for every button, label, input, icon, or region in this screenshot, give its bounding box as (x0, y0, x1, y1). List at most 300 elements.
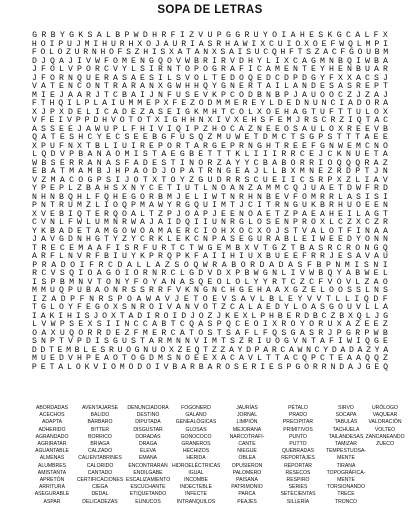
grid-letter: F (117, 48, 123, 57)
grid-letter: H (181, 116, 187, 125)
grid-letter: W (198, 243, 204, 253)
grid-letter: P (58, 39, 64, 49)
grid-letter: E (230, 209, 235, 219)
grid-letter: R (83, 48, 89, 57)
grid-letter: E (50, 90, 55, 100)
grid-letter: A (194, 209, 199, 219)
grid-letter: E (176, 226, 181, 236)
grid-letter: O (216, 277, 222, 287)
grid-letter: U (119, 99, 125, 108)
grid-letter: P (84, 99, 90, 108)
grid-letter: N (239, 209, 244, 219)
grid-letter: R (221, 56, 226, 66)
grid-letter: L (93, 99, 99, 108)
grid-letter: M (32, 90, 37, 100)
word-list-item: REPORTAR (284, 462, 312, 469)
word-list-item: ASEGURABLE (34, 491, 70, 498)
grid-letter: S (347, 286, 352, 295)
grid-letter: G (225, 31, 231, 40)
grid-letter: S (347, 82, 352, 91)
grid-letter: F (95, 192, 100, 202)
grid-letter: T (32, 303, 37, 312)
grid-letter: F (68, 218, 73, 227)
grid-letter: E (131, 107, 136, 117)
grid-letter: F (131, 124, 136, 134)
grid-letter: P (69, 150, 74, 159)
grid-letter: B (59, 192, 64, 202)
grid-letter: O (266, 226, 271, 236)
grid-letter: T (345, 133, 351, 142)
grid-letter: F (89, 260, 95, 270)
grid-letter: Z (284, 209, 289, 219)
grid-row (30, 83, 390, 92)
grid-letter: D (122, 107, 127, 117)
grid-letter: L (86, 107, 91, 117)
grid-letter: R (189, 362, 195, 372)
grid-letter: R (318, 320, 324, 329)
grid-letter: R (299, 158, 305, 168)
grid-letter: O (40, 39, 46, 49)
grid-letter: E (216, 243, 222, 253)
grid-letter: R (78, 158, 84, 168)
grid-letter: U (110, 39, 116, 49)
grid-letter: D (68, 226, 73, 236)
grid-letter: Q (336, 158, 342, 168)
grid-letter: N (284, 201, 289, 210)
grid-letter: T (329, 354, 334, 363)
grid-letter: S (266, 218, 271, 227)
grid-letter: M (84, 39, 90, 49)
grid-letter: V (113, 65, 118, 74)
word-list-item: SILLERÍA (286, 498, 310, 505)
grid-letter: O (311, 218, 316, 227)
grid-letter: I (212, 56, 217, 66)
grid-letter: I (163, 116, 169, 125)
grid-letter: B (266, 192, 271, 202)
grid-letter: S (41, 277, 47, 287)
grid-letter: K (78, 31, 84, 40)
grid-letter: Z (366, 345, 372, 355)
word-list-item: LIMPIÓN (236, 419, 258, 426)
word-list-item: PEAJES (237, 498, 257, 505)
grid-letter: X (163, 99, 169, 108)
grid-letter: R (142, 269, 148, 278)
grid-letter: R (320, 252, 325, 261)
grid-letter: N (124, 320, 130, 329)
grid-letter: Q (355, 158, 361, 168)
grid-letter: O (239, 107, 244, 117)
grid-letter: T (170, 320, 176, 329)
grid-letter: A (59, 175, 65, 185)
grid-letter: E (186, 345, 192, 355)
grid-letter: O (239, 226, 244, 236)
grid-letter: A (198, 320, 204, 329)
grid-letter: A (284, 354, 289, 363)
grid-letter: Q (194, 201, 199, 210)
grid-letter: Q (158, 56, 163, 66)
grid-letter: D (152, 167, 158, 176)
grid-letter: A (302, 90, 307, 100)
grid-letter: H (248, 56, 253, 66)
grid-letter: Z (221, 303, 226, 312)
grid-letter: A (50, 167, 56, 176)
grid-letter: L (203, 73, 208, 83)
grid-letter: O (320, 90, 325, 100)
word-list-item: DESTINO (136, 412, 160, 419)
grid-letter: A (320, 337, 325, 346)
grid-letter: N (143, 345, 149, 355)
grid-letter: T (122, 354, 127, 363)
grid-letter: O (86, 65, 91, 74)
grid-letter: F (318, 277, 324, 287)
grid-letter: R (345, 243, 351, 253)
word-list-item: TIRANA (336, 462, 356, 469)
grid-letter: E (329, 184, 334, 193)
grid-letter: B (198, 362, 204, 372)
grid-letter: S (231, 294, 237, 304)
grid-letter: U (176, 90, 181, 100)
grid-letter: C (170, 269, 176, 278)
grid-letter: V (93, 362, 99, 372)
grid-letter: I (275, 82, 280, 91)
grid-letter: G (272, 243, 278, 253)
grid-letter: U (257, 235, 262, 244)
grid-letter: O (115, 269, 121, 278)
grid-letter: U (347, 201, 352, 210)
grid-letter: X (152, 175, 158, 185)
grid-letter: A (302, 124, 307, 134)
grid-letter: R (272, 277, 278, 287)
grid-letter: O (128, 362, 134, 372)
grid-letter: B (50, 226, 55, 236)
grid-letter: J (239, 201, 244, 210)
grid-letter: U (67, 39, 72, 49)
grid-letter: A (179, 328, 185, 338)
grid-letter: J (356, 362, 362, 372)
grid-letter: D (277, 99, 283, 108)
grid-letter: H (115, 167, 121, 176)
grid-letter: I (286, 39, 292, 49)
grid-letter: A (288, 260, 293, 270)
grid-letter: O (160, 345, 166, 355)
grid-letter: T (167, 184, 172, 193)
grid-letter: P (32, 201, 37, 210)
grid-letter: E (277, 116, 283, 125)
grid-letter: V (207, 269, 213, 278)
grid-letter: R (281, 150, 287, 159)
word-list-item: TACHUELA (332, 426, 360, 433)
grid-letter: U (122, 252, 127, 261)
grid-letter: E (50, 354, 55, 363)
grid-letter: J (149, 90, 154, 100)
grid-letter: J (32, 65, 37, 74)
word-list-item: JAURÍAS (236, 405, 258, 411)
grid-letter: A (86, 124, 91, 134)
grid-row (30, 194, 390, 203)
grid-letter: A (340, 345, 346, 355)
grid-letter: A (239, 124, 244, 134)
grid-letter: N (257, 124, 262, 134)
grid-letter: B (316, 260, 322, 270)
word-list-item: VOLTEO (374, 426, 396, 433)
grid-letter: Z (189, 31, 194, 40)
grid-letter: L (136, 260, 142, 270)
grid-letter: Z (124, 328, 130, 338)
grid-letter: N (96, 158, 102, 168)
grid-letter: X (338, 124, 343, 134)
grid-letter: Z (41, 175, 47, 185)
grid-letter: A (383, 345, 389, 355)
grid-letter: R (161, 243, 167, 253)
grid-letter: K (41, 226, 46, 236)
grid-letter: F (50, 252, 55, 261)
grid-letter: X (348, 311, 353, 321)
word-list (30, 405, 405, 515)
grid-letter: W (32, 158, 38, 168)
grid-letter: I (31, 311, 37, 321)
grid-letter: H (152, 31, 158, 40)
grid-letter: N (345, 150, 351, 159)
grid-letter: R (149, 286, 154, 295)
grid-letter: R (158, 252, 163, 261)
grid-letter: L (382, 269, 388, 278)
grid-letter: B (383, 124, 388, 134)
grid-letter: Q (113, 209, 118, 219)
grid-letter: A (275, 235, 280, 244)
grid-letter: C (230, 354, 235, 363)
grid-letter: G (293, 286, 298, 295)
grid-letter: I (347, 209, 352, 219)
grid-letter: S (126, 48, 132, 57)
grid-letter: Z (211, 345, 217, 355)
grid-letter: L (140, 209, 145, 219)
grid-letter: S (122, 73, 127, 83)
grid-letter: Q (365, 354, 370, 363)
grid-letter: V (382, 175, 388, 185)
grid-letter: A (373, 158, 379, 168)
grid-letter: I (179, 158, 185, 168)
grid-letter: I (257, 201, 262, 210)
grid-letter: S (124, 243, 130, 253)
grid-letter: N (365, 226, 370, 236)
grid-letter: U (77, 286, 82, 295)
grid-letter: E (59, 124, 64, 134)
grid-letter: O (170, 167, 176, 176)
word-list-item: CERTIFICACIONES (76, 477, 124, 483)
word-list-item: SOCAPA (335, 412, 357, 419)
grid-letter: E (131, 56, 136, 66)
grid-letter: A (59, 56, 64, 66)
grid-letter: I (115, 243, 121, 253)
grid-letter: J (383, 73, 388, 83)
grid-letter: X (272, 320, 278, 329)
grid-letter: H (257, 286, 262, 295)
grid-letter: G (140, 354, 145, 363)
grid-letter: H (185, 82, 190, 91)
grid-letter: S (374, 73, 379, 83)
grid-letter: N (364, 243, 370, 253)
word-list-item: ABORDADAS (36, 405, 68, 411)
grid-letter: X (304, 39, 310, 49)
grid-letter: I (146, 311, 151, 321)
grid-letter: O (113, 201, 118, 210)
grid-letter: H (77, 354, 82, 363)
grid-letter: X (383, 107, 388, 117)
grid-letter: A (41, 133, 47, 142)
grid-letter: I (383, 192, 388, 202)
grid-letter: O (102, 311, 108, 321)
grid-letter: C (275, 73, 280, 83)
word-list-item: TRECE (337, 491, 355, 498)
grid-letter: Y (284, 303, 289, 312)
grid-row (30, 177, 390, 186)
grid-letter: A (320, 209, 325, 219)
grid-letter: J (293, 90, 298, 100)
grid-letter: Q (272, 328, 278, 338)
grid-letter: L (59, 218, 64, 227)
grid-letter: L (365, 107, 370, 117)
grid-letter: C (104, 107, 109, 117)
grid-letter: Q (383, 362, 389, 372)
grid-letter: E (311, 286, 316, 295)
grid-letter: O (110, 362, 116, 372)
grid-letter: S (189, 133, 194, 142)
grid-letter: O (140, 192, 145, 202)
grid-letter: Q (58, 99, 64, 108)
grid-letter: U (207, 31, 213, 40)
grid-letter: E (207, 277, 213, 287)
grid-letter: N (113, 218, 118, 227)
grid-letter: O (126, 345, 132, 355)
grid-letter: N (329, 56, 334, 66)
grid-letter: W (347, 337, 352, 346)
grid-letter: R (207, 158, 213, 168)
grid-letter: N (302, 337, 307, 346)
letter-grid (30, 32, 390, 372)
grid-letter: O (167, 141, 172, 151)
grid-letter: A (240, 294, 246, 304)
grid-letter: X (32, 107, 37, 117)
grid-letter: M (275, 184, 280, 193)
grid-letter: N (203, 48, 209, 57)
grid-letter: O (203, 65, 208, 74)
grid-letter: T (275, 209, 280, 219)
grid-letter: R (250, 260, 256, 270)
grid-letter: S (140, 65, 145, 74)
grid-letter: Q (50, 56, 55, 66)
grid-letter: L (105, 31, 111, 40)
grid-letter: N (68, 252, 73, 261)
grid-letter: V (32, 82, 37, 91)
word-list-item: ALMENAS (39, 455, 65, 462)
grid-letter: I (102, 362, 108, 372)
word-list-item: PUNTO (289, 433, 307, 440)
grid-letter: A (96, 269, 102, 278)
grid-letter: R (216, 39, 222, 49)
grid-letter: R (59, 73, 64, 83)
grid-letter: E (244, 320, 250, 329)
grid-letter: A (140, 82, 145, 91)
grid-letter: S (207, 39, 213, 49)
grid-letter: B (104, 252, 109, 261)
grid-letter: M (344, 260, 350, 270)
grid-letter: U (117, 345, 123, 355)
grid-letter: D (31, 345, 37, 355)
grid-letter: N (239, 184, 244, 193)
grid-letter: O (149, 303, 154, 312)
grid-letter: R (158, 65, 163, 74)
grid-letter: O (202, 294, 208, 304)
grid-letter: B (281, 167, 287, 176)
grid-letter: T (266, 354, 271, 363)
grid-letter: R (329, 192, 334, 202)
grid-letter: G (179, 150, 185, 159)
grid-row (30, 100, 390, 109)
grid-letter: J (174, 294, 180, 304)
grid-letter: D (266, 73, 271, 83)
grid-letter: U (356, 107, 361, 117)
grid-letter: M (167, 192, 172, 202)
grid-letter: L (86, 192, 91, 202)
grid-letter: Q (69, 269, 74, 278)
grid-letter: G (212, 65, 217, 74)
grid-letter: I (110, 99, 116, 108)
grid-letter: N (335, 260, 341, 270)
grid-letter: N (304, 99, 310, 108)
grid-letter: A (288, 345, 294, 355)
grid-letter: P (235, 269, 241, 278)
grid-letter: D (302, 73, 307, 83)
grid-letter: X (230, 226, 235, 236)
grid-letter: E (221, 141, 226, 151)
grid-letter: A (68, 90, 73, 100)
grid-letter: L (248, 303, 253, 312)
grid-letter: E (194, 90, 199, 100)
grid-letter: E (275, 124, 280, 134)
grid-letter: U (383, 252, 388, 261)
grid-letter: F (133, 328, 139, 338)
grid-letter: R (230, 218, 235, 227)
grid-letter: R (374, 184, 379, 193)
grid-letter: I (262, 150, 268, 159)
grid-letter: N (194, 286, 199, 295)
grid-letter: M (41, 286, 46, 295)
grid-letter: X (257, 107, 262, 117)
grid-letter: V (293, 337, 298, 346)
grid-letter: X (207, 116, 213, 125)
grid-letter: H (100, 48, 106, 57)
grid-letter: P (124, 167, 130, 176)
grid-letter: D (230, 73, 235, 83)
grid-letter: A (87, 243, 93, 253)
grid-letter: E (146, 99, 151, 108)
grid-letter: R (302, 218, 307, 227)
grid-letter: K (84, 362, 90, 372)
grid-letter: Y (374, 345, 380, 355)
grid-letter: R (309, 158, 314, 168)
grid-letter: I (356, 337, 361, 346)
grid-letter: C (263, 48, 269, 57)
grid-letter: E (311, 65, 316, 74)
grid-letter: J (302, 184, 307, 193)
grid-row (30, 364, 390, 373)
grid-letter: L (244, 277, 250, 287)
grid-letter: S (318, 243, 324, 253)
grid-letter: T (364, 167, 370, 176)
grid-letter: W (356, 184, 361, 193)
grid-letter: X (336, 175, 342, 185)
grid-letter: B (115, 31, 121, 40)
